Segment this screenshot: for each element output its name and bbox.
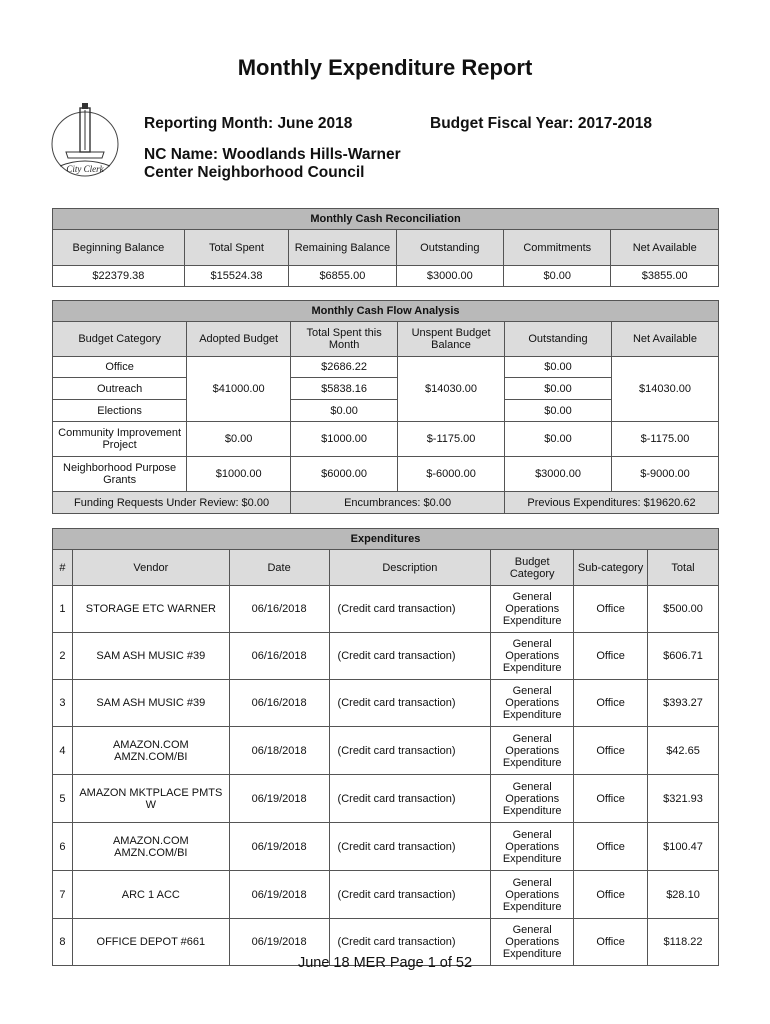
budget-category: Office [53,357,187,378]
unspent-balance: $-1175.00 [398,422,505,457]
total: $118.22 [648,919,719,966]
adopted-budget: $0.00 [187,422,291,457]
sub-category: Office [574,919,648,966]
budget-category: Community Improvement Project [53,422,187,457]
sub-category: Office [574,871,648,919]
total: $321.93 [648,775,719,823]
vendor: AMAZON.COM AMZN.COM/BI [72,823,229,871]
report-title: Monthly Expenditure Report [237,55,533,80]
description: (Credit card transaction) [329,775,491,823]
budget-category: General Operations Expenditure [491,633,574,680]
net-available: $14030.00 [611,357,718,422]
row-number: 4 [53,727,73,775]
sub-category: Office [574,680,648,727]
vendor: AMAZON.COM AMZN.COM/BI [72,727,229,775]
previous-expenditures-summary: Previous Expenditures: $19620.62 [505,492,719,514]
budget-category: Outreach [53,378,187,400]
column-header: Outstanding [505,322,612,357]
spent-this-month: $1000.00 [291,422,398,457]
table-row [53,775,719,823]
budget-category: General Operations Expenditure [491,823,574,871]
expenditures-caption: Expenditures [53,529,719,550]
net-available: $-1175.00 [611,422,718,457]
date: 06/18/2018 [229,727,329,775]
description: (Credit card transaction) [329,586,491,633]
svg-text:City Clerk: City Clerk [66,164,104,174]
column-header: Net Available [611,230,719,266]
reconciliation-caption: Monthly Cash Reconciliation [53,209,719,230]
table-row [53,727,719,775]
table-row [53,633,719,680]
column-header: Total [648,550,719,586]
column-header: Budget Category [491,550,574,586]
row-number: 1 [53,586,73,633]
vendor: STORAGE ETC WARNER [72,586,229,633]
beginning-balance-value: $22379.38 [53,266,185,287]
fiscal-year: Budget Fiscal Year: 2017-2018 [430,115,653,132]
spent-this-month: $6000.00 [291,457,398,492]
date: 06/19/2018 [229,775,329,823]
column-header: Net Available [611,322,718,357]
table-row [53,586,719,633]
nc-name-line2: Center Neighborhood Council [144,164,365,181]
column-header: Adopted Budget [187,322,291,357]
budget-category: General Operations Expenditure [491,919,574,966]
vendor: SAM ASH MUSIC #39 [72,680,229,727]
vendor: AMAZON MKTPLACE PMTS W [72,775,229,823]
total-spent-value: $15524.38 [184,266,288,287]
adopted-budget: $1000.00 [187,457,291,492]
spent-this-month: $5838.16 [291,378,398,400]
outstanding: $0.00 [505,378,612,400]
column-header: Date [229,550,329,586]
column-header: Sub-category [574,550,648,586]
total: $500.00 [648,586,719,633]
table-row [53,422,719,457]
budget-category: General Operations Expenditure [491,775,574,823]
description: (Credit card transaction) [329,823,491,871]
column-header: Total Spent this Month [291,322,398,357]
table-row [53,680,719,727]
table-row [53,871,719,919]
total: $28.10 [648,871,719,919]
sub-category: Office [574,775,648,823]
vendor: SAM ASH MUSIC #39 [72,633,229,680]
outstanding: $3000.00 [505,457,612,492]
cash-reconciliation-table [52,208,719,287]
sub-category: Office [574,586,648,633]
budget-category: General Operations Expenditure [491,586,574,633]
column-header: Outstanding [396,230,503,266]
column-header: Budget Category [53,322,187,357]
unspent-balance: $14030.00 [398,357,505,422]
total: $42.65 [648,727,719,775]
row-number: 5 [53,775,73,823]
date: 06/19/2018 [229,871,329,919]
outstanding: $0.00 [505,357,612,378]
cashflow-caption: Monthly Cash Flow Analysis [53,301,719,322]
description: (Credit card transaction) [329,633,491,680]
date: 06/19/2018 [229,823,329,871]
column-header: Commitments [504,230,611,266]
date: 06/16/2018 [229,680,329,727]
date: 06/16/2018 [229,633,329,680]
total: $393.27 [648,680,719,727]
total: $100.47 [648,823,719,871]
row-number: 2 [53,633,73,680]
funding-requests-summary: Funding Requests Under Review: $0.00 [53,492,291,514]
date: 06/19/2018 [229,919,329,966]
description: (Credit card transaction) [329,727,491,775]
row-number: 7 [53,871,73,919]
sub-category: Office [574,633,648,680]
sub-category: Office [574,823,648,871]
outstanding: $0.00 [505,422,612,457]
vendor: ARC 1 ACC [72,871,229,919]
description: (Credit card transaction) [329,680,491,727]
total: $606.71 [648,633,719,680]
nc-name-line1: NC Name: Woodlands Hills-Warner [144,146,401,163]
budget-category: General Operations Expenditure [491,680,574,727]
spent-this-month: $2686.22 [291,357,398,378]
net-available-value: $3855.00 [611,266,719,287]
table-row [53,357,719,378]
table-row [53,457,719,492]
remaining-balance-value: $6855.00 [289,266,396,287]
column-header: Remaining Balance [289,230,396,266]
reporting-month: Reporting Month: June 2018 [144,115,353,132]
description: (Credit card transaction) [329,871,491,919]
column-header: Unspent Budget Balance [398,322,505,357]
unspent-balance: $-6000.00 [398,457,505,492]
page-footer: June 18 MER Page 1 of 52 [297,955,473,971]
spent-this-month: $0.00 [291,400,398,422]
column-header: # [53,550,73,586]
row-number: 6 [53,823,73,871]
net-available: $-9000.00 [611,457,718,492]
budget-category: General Operations Expenditure [491,727,574,775]
outstanding-value: $3000.00 [396,266,503,287]
outstanding: $0.00 [505,400,612,422]
row-number: 8 [53,919,73,966]
cash-flow-table [52,300,719,514]
expenditures-table [52,528,719,966]
table-row [53,823,719,871]
column-header: Vendor [72,550,229,586]
column-header: Beginning Balance [53,230,185,266]
column-header: Description [329,550,491,586]
budget-category: Neighborhood Purpose Grants [53,457,187,492]
date: 06/16/2018 [229,586,329,633]
adopted-budget: $41000.00 [187,357,291,422]
sub-category: Office [574,727,648,775]
budget-category: General Operations Expenditure [491,871,574,919]
commitments-value: $0.00 [504,266,611,287]
row-number: 3 [53,680,73,727]
city-clerk-seal-logo [46,100,124,182]
encumbrances-summary: Encumbrances: $0.00 [291,492,505,514]
vendor: OFFICE DEPOT #661 [72,919,229,966]
budget-category: Elections [53,400,187,422]
description: (Credit card transaction) [329,919,491,966]
column-header: Total Spent [184,230,288,266]
